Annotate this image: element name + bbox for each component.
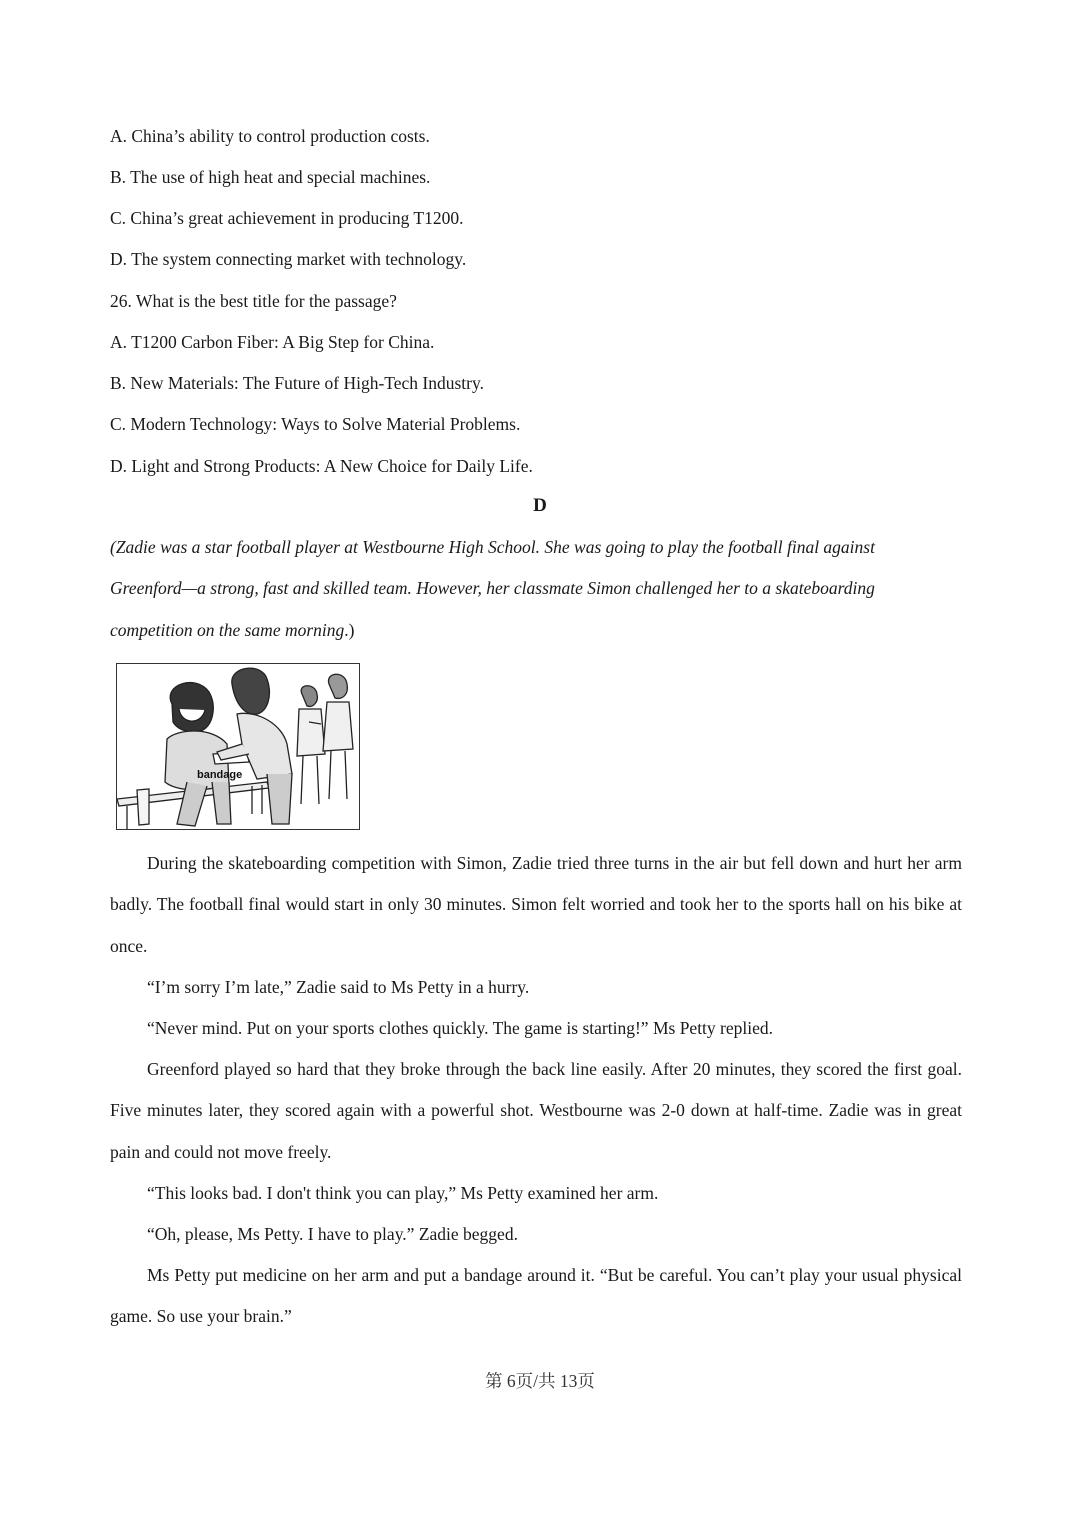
story-p7-text: Ms Petty put medicine on her arm and put a bandage around it. “But be careful. You can’t play your usual physical game. So use your brain.”: [110, 1265, 962, 1327]
q26-option-c: C. Modern Technology: Ways to Solve Material Problems.: [110, 414, 521, 434]
story-paragraph-7: [110, 1255, 962, 1338]
q26-option-a: A. T1200 Carbon Fiber: A Big Step for China.: [110, 332, 435, 352]
story-paragraph-5: “This looks bad. I don't think you can play,” Ms Petty examined her arm.: [147, 1183, 659, 1203]
story-p4-text: Greenford played so hard that they broke through the back line easily. After 20 minutes, they scored the first goal. Five minutes later, they scored again with a powerful shot. Westbourne was 2-0 down at half-time. Zadie was in great pain and could not move freely.: [110, 1059, 962, 1162]
q26-question: 26. What is the best title for the passage?: [110, 291, 397, 311]
illustration-label: bandage: [197, 769, 243, 781]
q25-option-a: A. China’s ability to control production costs.: [110, 126, 430, 146]
story-paragraph-1: [110, 843, 962, 967]
story-paragraph-4: [110, 1049, 962, 1173]
section-intro: [110, 527, 950, 651]
q26-option-b: B. New Materials: The Future of High-Tech Industry.: [110, 373, 484, 393]
q25-option-b: B. The use of high heat and special machines.: [110, 167, 431, 187]
page-footer: 第 6页/共 13页: [485, 1371, 595, 1391]
intro-open-paren: (: [110, 537, 116, 557]
q25-option-c: C. China’s great achievement in producing T1200.: [110, 208, 464, 228]
story-paragraph-2: “I’m sorry I’m late,” Zadie said to Ms Petty in a hurry.: [147, 977, 530, 997]
q26-option-d: D. Light and Strong Products: A New Choice for Daily Life.: [110, 456, 533, 476]
story-illustration: [116, 663, 360, 830]
q25-option-d: D. The system connecting market with technology.: [110, 249, 467, 269]
intro-text: Zadie was a star football player at Westbourne High School. She was going to play the football final against Greenford—a strong, fast and skilled team. However, her classmate Simon challenged her to a skateboarding competition on the same morning: [110, 537, 875, 640]
story-p1-text: During the skateboarding competition with Simon, Zadie tried three turns in the air but fell down and hurt her arm badly. The football final would start in only 30 minutes. Simon felt worried and took her to the sports hall on his bike at once.: [110, 853, 962, 956]
story-paragraph-6: “Oh, please, Ms Petty. I have to play.” Zadie begged.: [147, 1224, 518, 1244]
intro-close: .): [344, 619, 355, 640]
illustration-drawing: [117, 664, 360, 830]
section-heading: D: [533, 495, 547, 516]
story-paragraph-3: “Never mind. Put on your sports clothes quickly. The game is starting!” Ms Petty replied.: [147, 1018, 774, 1038]
